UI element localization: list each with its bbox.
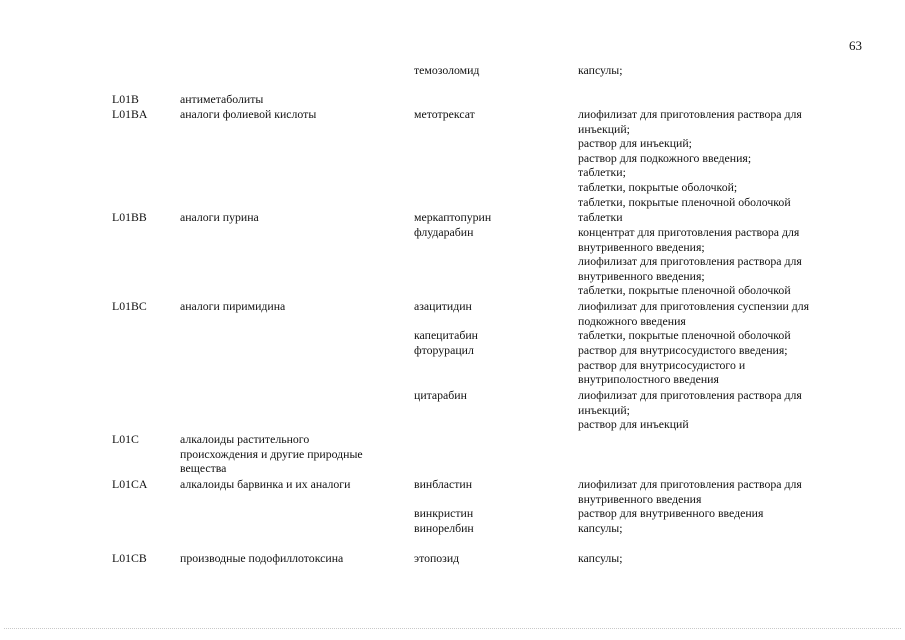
dosage-forms [578, 477, 802, 506]
atc-code: L01BB [112, 210, 147, 224]
dosage-form-line: капсулы; [578, 63, 623, 77]
scan-artifact-line [4, 628, 901, 630]
atc-code: L01BA [112, 107, 148, 121]
drug-name: винбластин [414, 477, 473, 491]
dosage-form-line: раствор для инъекций; [578, 136, 692, 151]
dosage-forms [578, 521, 623, 536]
drug-name: темозоломид [414, 63, 480, 77]
dosage-form-line: таблетки, покрытые пленочной оболочкой [578, 328, 791, 342]
atc-group-line: аналоги пиримидина [180, 299, 286, 313]
atc-group-name [180, 551, 343, 566]
dosage-form-line: раствор для подкожного введения; [578, 150, 752, 165]
dosage-form-line: концентрат для приготовления раствора для [578, 225, 800, 239]
atc-code: L01C [112, 432, 139, 446]
dosage-form-line: таблетки, покрытые оболочкой; [578, 179, 738, 194]
atc-code: L01BC [112, 299, 147, 313]
dosage-forms [578, 506, 763, 521]
page-number: 63 [849, 38, 862, 53]
drug-name: цитарабин [414, 388, 467, 402]
drug-name: фторурацил [414, 343, 474, 357]
dosage-form-line: лиофилизат для приготовления раствора для [578, 107, 802, 121]
dosage-form-line: раствор для внутрисосудистого и [578, 357, 746, 372]
dosage-form-line: лиофилизат для приготовления суспензии для [578, 299, 810, 313]
dosage-form-line: раствор для внутривенного введения [578, 506, 764, 520]
atc-group-name [180, 477, 350, 492]
drug-name: азацитидин [414, 299, 472, 313]
dosage-forms [578, 63, 623, 78]
drug-name: винорелбин [414, 521, 474, 535]
dosage-form-line: подкожного введения [578, 313, 686, 328]
atc-group-line: производные подофиллотоксина [180, 551, 344, 565]
atc-group-line: алкалоиды барвинка и их аналоги [180, 477, 351, 491]
dosage-forms [578, 299, 809, 328]
dosage-form-line: капсулы; [578, 521, 623, 535]
drug-name: капецитабин [414, 328, 478, 342]
atc-code: L01CB [112, 551, 147, 565]
atc-group-line: аналоги пурина [180, 210, 259, 224]
dosage-form-line: внутривенного введения; [578, 239, 705, 254]
dosage-forms [578, 551, 623, 566]
dosage-forms [578, 225, 802, 298]
dosage-form-line: таблетки [578, 210, 623, 224]
dosage-form-line: лиофилизат для приготовления раствора для [578, 388, 802, 402]
dosage-form-line: капсулы; [578, 551, 623, 565]
atc-group-line: вещества [180, 461, 227, 476]
dosage-forms [578, 388, 802, 432]
dosage-forms [578, 210, 623, 225]
dosage-form-line: лиофилизат для приготовления раствора для [578, 477, 802, 491]
dosage-form-line: внутривенного введения [578, 491, 702, 506]
drug-name: флударабин [414, 225, 474, 239]
dosage-form-line: таблетки, покрытые пленочной оболочкой [578, 283, 791, 298]
dosage-form-line: инъекций; [578, 121, 630, 136]
drug-name: винкристин [414, 506, 474, 520]
dosage-form-line: таблетки, покрытые пленочной оболочкой [578, 194, 791, 209]
atc-group-line: происхождения и другие природные [180, 446, 363, 461]
atc-group-name [180, 107, 316, 122]
atc-group-line: алкалоиды растительного [180, 432, 310, 446]
drug-name: этопозид [414, 551, 460, 565]
atc-group-name [180, 299, 285, 314]
dosage-form-line: лиофилизат для приготовления раствора для [578, 254, 802, 269]
dosage-forms [578, 107, 802, 209]
atc-group-name [180, 432, 363, 476]
atc-code: L01B [112, 92, 139, 106]
drug-name: меркаптопурин [414, 210, 492, 224]
atc-group-name [180, 210, 259, 225]
dosage-forms [578, 328, 791, 343]
atc-group-name [180, 92, 263, 107]
dosage-forms [578, 343, 788, 387]
drug-name: метотрексат [414, 107, 475, 121]
atc-group-line: аналоги фолиевой кислоты [180, 107, 317, 121]
dosage-form-line: инъекций; [578, 402, 630, 417]
dosage-form-line: раствор для инъекций [578, 417, 689, 432]
atc-code: L01CA [112, 477, 148, 491]
dosage-form-line: таблетки; [578, 165, 626, 180]
atc-group-line: антиметаболиты [180, 92, 264, 106]
dosage-form-line: внутривенного введения; [578, 268, 705, 283]
dosage-form-line: раствор для внутрисосудистого введения; [578, 343, 788, 357]
dosage-form-line: внутриполостного введения [578, 372, 719, 387]
